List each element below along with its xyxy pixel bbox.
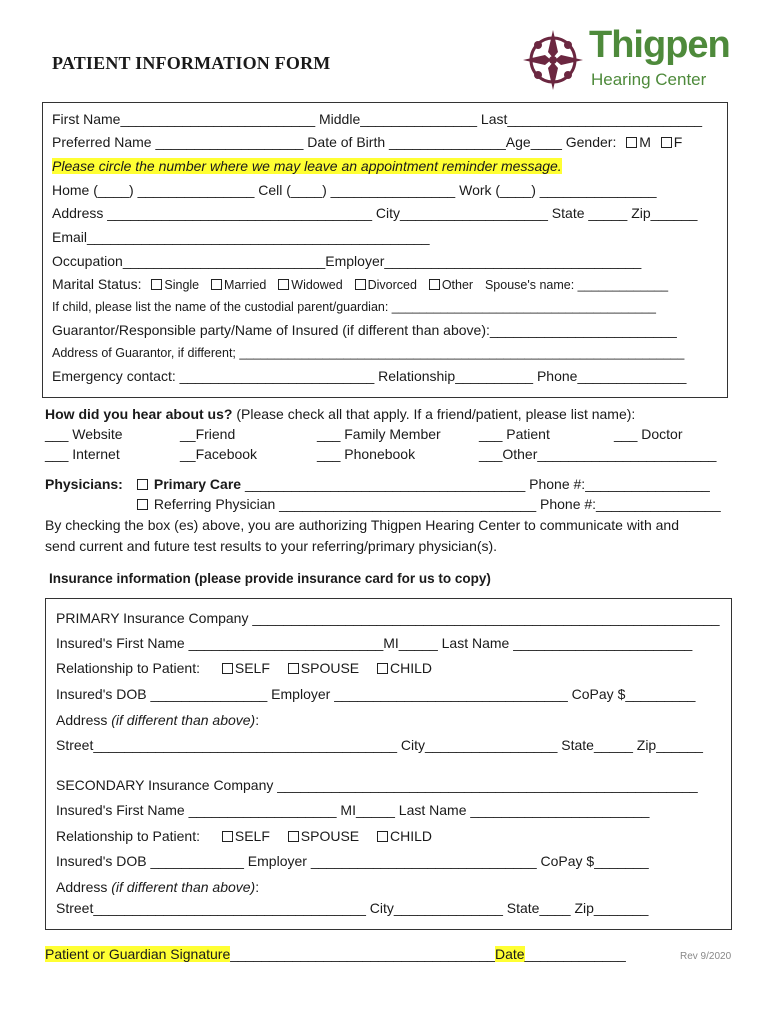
secondary-dob-row[interactable]: Insured's DOB ____________ Employer _____________________________ CoPay $_______ [56,853,649,869]
referral-facebook[interactable]: __Facebook [180,446,258,462]
reminder-note-text: Please circle the number where we may leave an appointment reminder message. [52,158,562,174]
marital-married-checkbox[interactable] [211,279,222,290]
secondary-street-row[interactable]: Street___________________________________ City______________ State____ Zip_______ [56,900,649,916]
spouse-name-field[interactable]: Spouse's name: _____________ [484,278,669,292]
gender-f-label: F [673,134,683,150]
referral-patient[interactable]: ___ Patient [479,426,550,442]
primary-address-label [56,712,259,728]
primary-spouse-label: SPOUSE [300,660,360,676]
primary-company-row[interactable]: PRIMARY Insurance Company ____________________________________________________________ [56,610,720,626]
marital-widowed-checkbox[interactable] [278,279,289,290]
patient-info-section [42,102,728,398]
secondary-child-label: CHILD [390,828,433,844]
primary-address-colon: : [255,712,260,728]
referring-physician-checkbox[interactable] [137,499,148,510]
primary-relationship-row [56,660,432,676]
emergency-contact-row[interactable]: Emergency contact: _________________________ Relationship__________ Phone______________ [52,368,687,384]
secondary-spouse-checkbox[interactable] [288,831,299,842]
signature-row [45,946,626,962]
primary-address-italic: (if different than above) [111,712,256,728]
logo-wordmark: Thigpen [589,24,730,66]
marital-widowed-label: Widowed [291,278,343,292]
secondary-insured-name-row[interactable]: Insured's First Name ___________________ MI_____ Last Name _______________________ [56,802,650,818]
referral-other[interactable]: ___Other_______________________ [479,446,717,462]
guarantor-row[interactable]: Guarantor/Responsible party/Name of Insured (if different than above):________________________ [52,322,677,338]
marital-divorced-checkbox[interactable] [355,279,366,290]
thigpen-logo [521,24,730,94]
primary-care-label: Primary Care [153,476,242,492]
name-row[interactable]: First Name_________________________ Middle_______________ Last_________________________ [52,111,703,127]
primary-dob-row[interactable]: Insured's DOB _______________ Employer ______________________________ CoPay $_________ [56,686,696,702]
occupation-row[interactable]: Occupation__________________________Employer_________________________________ [52,253,642,269]
primary-self-checkbox[interactable] [222,663,233,674]
marital-other-checkbox[interactable] [429,279,440,290]
gender-m-checkbox[interactable] [626,137,637,148]
insurance-heading: Insurance information (please provide insurance card for us to copy) [49,571,491,586]
primary-care-row [137,476,710,492]
referring-physician-field[interactable]: Referring Physician _________________________________ Phone #:________________ [153,496,721,512]
consent-line-2: send current and future test results to your referring/primary physician(s). [45,538,498,554]
primary-street-row[interactable]: Street_______________________________________ City_________________ State_____ Zip______ [56,737,703,753]
custodial-row[interactable]: If child, please list the name of the custodial parent/guardian: ______________________________________ [52,300,656,314]
signature-field[interactable]: __________________________________ [230,946,495,962]
secondary-address-colon: : [255,879,260,895]
primary-child-label: CHILD [390,660,433,676]
date-field[interactable]: _____________ [524,946,626,962]
primary-care-checkbox[interactable] [137,479,148,490]
referral-question-rest: (Please check all that apply. If a friend/patient, please list name): [232,406,636,422]
primary-insured-name-row[interactable]: Insured's First Name _________________________MI_____ Last Name _______________________ [56,635,693,651]
guarantor-address-row[interactable]: Address of Guarantor, if different; ________________________________________________________________ [52,346,685,360]
marital-status-row [52,276,668,292]
referral-question [45,406,635,422]
email-row[interactable]: Email____________________________________________ [52,229,430,245]
secondary-address-italic: (if different than above) [111,879,256,895]
preferred-name-label: Preferred Name ___________________ Date of Birth _______________Age____ Gender: [52,134,617,150]
marital-divorced-label: Divorced [367,278,417,292]
address-row[interactable]: Address __________________________________ City___________________ State _____ Zip______ [52,205,698,221]
marital-married-label: Married [224,278,267,292]
referring-physician-row [137,496,721,512]
secondary-address-text: Address [56,879,112,895]
referral-family-member[interactable]: ___ Family Member [317,426,441,442]
phone-row[interactable]: Home (____) _______________ Cell (____) ________________ Work (____) _______________ [52,182,657,198]
primary-address-text: Address [56,712,112,728]
secondary-self-checkbox[interactable] [222,831,233,842]
physicians-label: Physicians: [45,476,123,492]
signature-label: Patient or Guardian Signature [45,946,231,962]
insurance-section [45,598,732,930]
secondary-company-row[interactable]: SECONDARY Insurance Company ______________________________________________________ [56,777,698,793]
referral-phonebook[interactable]: ___ Phonebook [317,446,416,462]
referral-website[interactable]: ___ Website [45,426,123,442]
referral-doctor[interactable]: ___ Doctor [614,426,683,442]
revision-note: Rev 9/2020 [680,951,732,962]
marital-status-label: Marital Status: [52,276,142,292]
primary-child-checkbox[interactable] [377,663,388,674]
marital-single-label: Single [164,278,200,292]
logo-subtitle: Hearing Center [591,70,707,89]
compass-rose-icon [521,28,585,92]
preferred-name-row[interactable] [52,134,682,150]
gender-f-checkbox[interactable] [661,137,672,148]
primary-care-field[interactable]: ____________________________________ Phone #:________________ [241,476,710,492]
primary-self-label: SELF [234,660,270,676]
consent-line-1: By checking the box (es) above, you are authorizing Thigpen Hearing Center to communicate with and [45,517,679,533]
primary-relationship-label: Relationship to Patient: [56,660,200,676]
date-label: Date [494,946,525,962]
marital-single-checkbox[interactable] [151,279,162,290]
reminder-note [52,158,562,174]
secondary-relationship-label: Relationship to Patient: [56,828,200,844]
referral-internet[interactable]: ___ Internet [45,446,120,462]
secondary-self-label: SELF [234,828,270,844]
marital-other-label: Other [441,278,474,292]
gender-m-label: M [639,134,651,150]
primary-spouse-checkbox[interactable] [288,663,299,674]
referral-friend[interactable]: __Friend [180,426,236,442]
page-title: PATIENT INFORMATION FORM [52,53,331,73]
secondary-child-checkbox[interactable] [377,831,388,842]
secondary-address-label [56,879,259,895]
secondary-relationship-row [56,828,432,844]
referral-question-bold: How did you hear about us? [45,406,233,422]
secondary-spouse-label: SPOUSE [300,828,360,844]
